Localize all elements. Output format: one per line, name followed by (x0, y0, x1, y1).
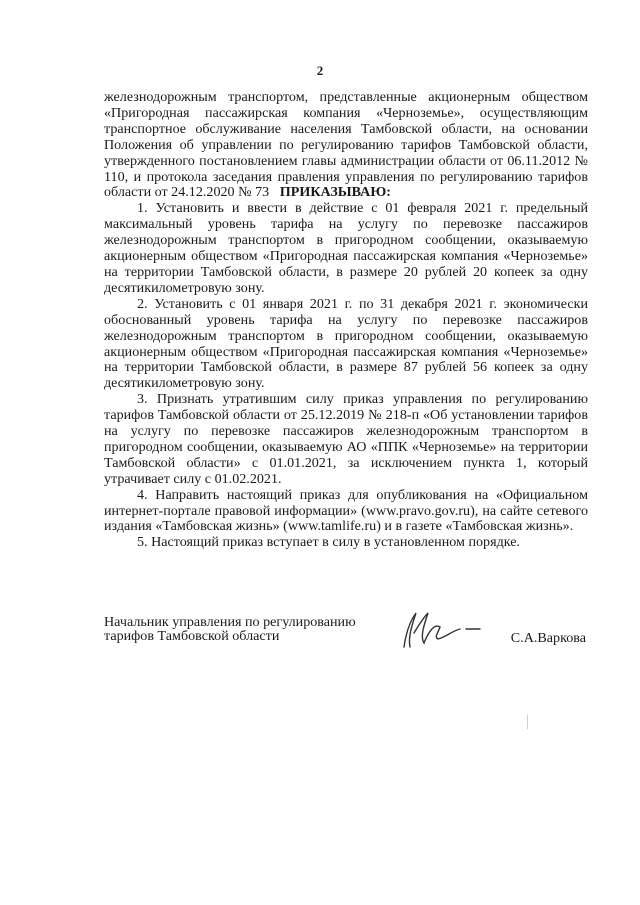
order-item-1: 1. Установить и ввести в действие с 01 февраля 2021 г. предельный максимальный уровень тарифа на услугу по перевозке пассажиров железнодорожным транспортом в пригородном сообщении, оказываемую акционерным обществом «Пригородная пассажирская компания «Черноземье» на территории Тамбовской области, в размере 20 рублей 20 копеек за одну десятикилометровую зону. (104, 200, 588, 296)
order-item-2: 2. Установить с 01 января 2021 г. по 31 декабря 2021 г. экономически обоснованный уровень тарифа на услугу по перевозке пассажиров железнодорожным транспортом в пригородном сообщении, оказываемую акционерным обществом «Пригородная пассажирская компания «Черноземье» на территории Тамбовской области, в размере 87 рублей 56 копеек за одну десятикилометровую зону. (104, 295, 588, 392)
page-number: 2 (316, 63, 324, 78)
order-word: ПРИКАЗЫВАЮ: (279, 184, 391, 201)
order-item-5: 5. Настоящий приказ вступает в силу в установленном порядке. (137, 534, 521, 551)
preamble-paragraph (104, 90, 588, 201)
signer-role-line-2: тарифов Тамбовской области (104, 628, 280, 644)
signer-name: С.А.Варкова (510, 630, 586, 646)
order-item-3: 3. Признать утратившим силу приказ управления по регулированию тарифов Тамбовской области от 25.12.2019 № 218-п «Об установлении тарифов на услугу по перевозке пассажиров железнодорожным транспортом в пригородном сообщении, оказываемую АО «ППК «Черноземье» на территории Тамбовской области» с 01.01.2021, за исключением пункта 1, который утрачивает силу с 01.02.2021. (104, 391, 588, 487)
order-item-4: 4. Направить настоящий приказ для опубликования на «Официальном интернет-портале правовой информации» (www.pravo.gov.ru), на сайте сетевого издания «Тамбовская жизнь» (www.tamlife.ru) и в газете «Тамбовская жизнь». (104, 486, 588, 535)
order-body (104, 90, 588, 551)
signer-role-line-1: Начальник управления по регулированию (104, 614, 356, 630)
signature-block (104, 614, 588, 646)
handwritten-signature (394, 603, 494, 653)
preamble-text: железнодорожным транспортом, представленные акционерным обществом «Пригородная пассажирская компания «Черноземье», осуществляющим транспортное обслуживание населения Тамбовской области, на основании Положения об управлении по регулированию тарифов Тамбовской области, утвержденного постановлением главы администрации области от 06.11.2012 № 110, и протокола заседания правления управления по регулированию тарифов области от 24.12.2020 № 73 (104, 89, 588, 201)
scan-mark (527, 715, 528, 729)
